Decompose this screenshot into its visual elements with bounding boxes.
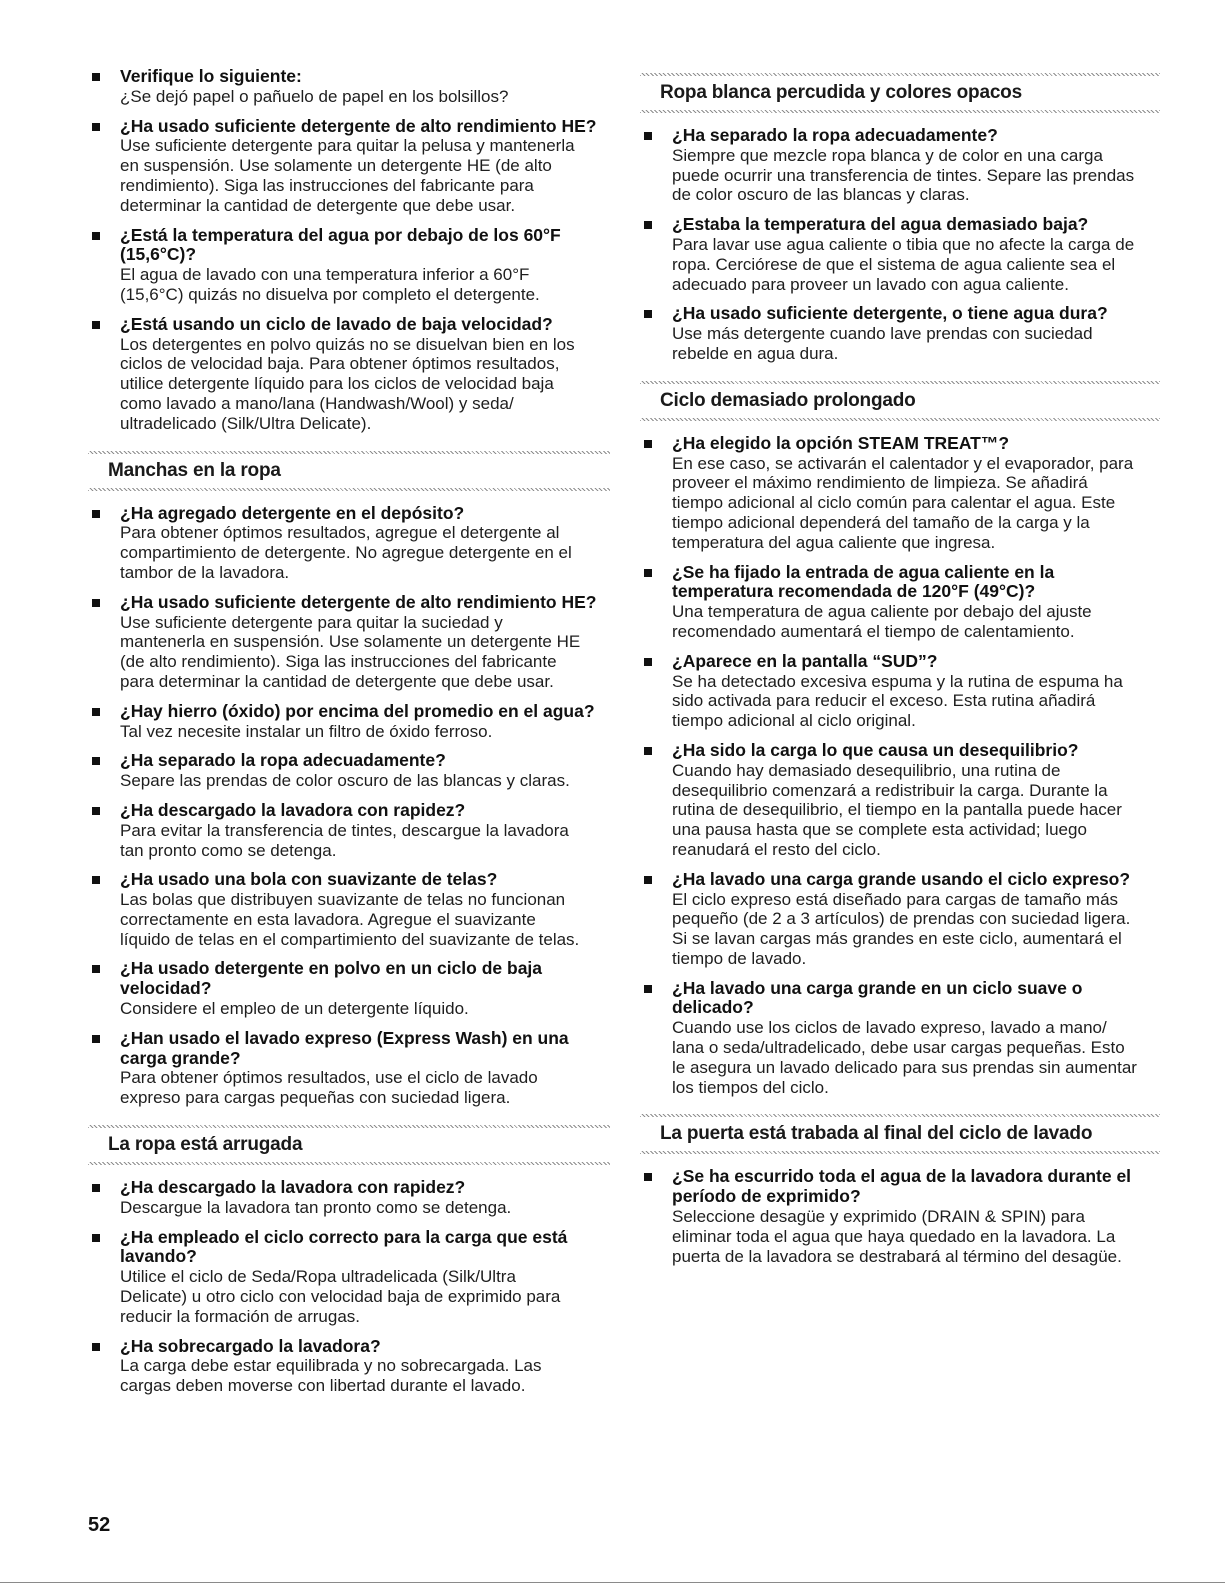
answer-text xyxy=(672,1018,1160,1097)
troubleshooting-item xyxy=(88,1228,610,1327)
answer-text xyxy=(120,1356,610,1396)
section-title: La ropa está arrugada xyxy=(108,1134,303,1156)
answer-line: La carga debe estar equilibrada y no sobrecargada. Las xyxy=(120,1356,542,1376)
square-bullet-icon xyxy=(92,708,100,716)
question-heading xyxy=(120,593,610,613)
answer-line: reducir la formación de arrugas. xyxy=(120,1306,361,1326)
answer-line: mantenerla en suspensión. Use solamente un detergente HE xyxy=(120,632,581,652)
question-heading xyxy=(120,702,610,722)
answer-line: Se ha detectado excesiva espuma y la rutina de espuma ha xyxy=(672,671,1123,691)
answer-line: Las bolas que distribuyen suavizante de telas no funcionan xyxy=(120,890,566,910)
answer-line: compartimiento de detergente. No agregue detergente en el xyxy=(120,543,572,563)
answer-line: en suspensión. Use solamente un detergente HE (de alto xyxy=(120,156,552,176)
answer-text xyxy=(120,890,610,949)
answer-text xyxy=(120,136,610,215)
section-header xyxy=(640,73,1160,113)
question-line: ¿Aparece en la pantalla “SUD”? xyxy=(672,650,938,671)
answer-text xyxy=(672,454,1160,553)
answer-line: lana o seda/ultradelicado, debe usar cargas pequeñas. Esto xyxy=(672,1038,1125,1058)
answer-line: Cuando hay demasiado desequilibrio, una rutina de xyxy=(672,760,1061,780)
hatched-rule xyxy=(640,1114,1160,1117)
answer-line: (de alto rendimiento). Siga las instrucciones del fabricante xyxy=(120,652,557,672)
answer-line: correctamente en esta lavadora. Agregue el suavizante xyxy=(120,909,536,929)
section-header xyxy=(88,1125,610,1165)
answer-line: tan pronto como se detenga. xyxy=(120,840,337,860)
answer-line: utilice detergente líquido para los ciclos de velocidad baja xyxy=(120,374,554,394)
square-bullet-icon xyxy=(92,1035,100,1043)
answer-line: una pausa hasta que se complete esta actividad; luego xyxy=(672,820,1087,840)
square-bullet-icon xyxy=(92,1184,100,1192)
troubleshooting-item xyxy=(88,1178,610,1218)
question-line: ¿Estaba la temperatura del agua demasiado baja? xyxy=(672,214,1089,235)
answer-text xyxy=(672,146,1160,205)
section-title: Manchas en la ropa xyxy=(108,459,281,481)
question-heading xyxy=(672,215,1160,235)
troubleshooting-item xyxy=(640,434,1160,553)
troubleshooting-item xyxy=(640,304,1160,363)
answer-line: determinar la cantidad de detergente que debe usar. xyxy=(120,195,516,215)
answer-line: En ese caso, se activarán el calentador y el evaporador, para xyxy=(672,453,1134,473)
answer-text xyxy=(672,672,1160,731)
answer-line: desequilibrio comenzará a redistribuir la carga. Durante la xyxy=(672,780,1108,800)
question-heading xyxy=(672,870,1160,890)
question-line: lavando? xyxy=(120,1246,197,1267)
square-bullet-icon xyxy=(92,807,100,815)
answer-text xyxy=(120,87,610,107)
hatched-rule xyxy=(88,1162,610,1165)
hatched-rule xyxy=(640,73,1160,76)
answer-line: Para obtener óptimos resultados, use el ciclo de lavado xyxy=(120,1068,538,1088)
square-bullet-icon xyxy=(644,1173,652,1181)
troubleshooting-item xyxy=(88,504,610,583)
square-bullet-icon xyxy=(92,232,100,240)
question-heading xyxy=(672,979,1160,1019)
answer-text xyxy=(672,235,1160,294)
troubleshooting-item xyxy=(640,741,1160,860)
question-line: ¿Hay hierro (óxido) por encima del promedio en el agua? xyxy=(120,700,595,721)
answer-line: Tal vez necesite instalar un filtro de óxido ferroso. xyxy=(120,721,493,741)
answer-text xyxy=(672,890,1160,969)
question-line: delicado? xyxy=(672,997,754,1018)
page-number: 52 xyxy=(88,1514,111,1536)
square-bullet-icon xyxy=(644,658,652,666)
answer-line: para determinar la cantidad de detergente que debe usar. xyxy=(120,671,554,691)
section-header xyxy=(640,381,1160,421)
question-heading xyxy=(120,67,610,87)
question-line: temperatura recomendada de 120°F (49°C)? xyxy=(672,581,1036,602)
question-line: ¿Ha lavado una carga grande usando el ciclo expreso? xyxy=(672,868,1131,889)
question-line: ¿Han usado el lavado expreso (Express Wash) en una xyxy=(120,1027,569,1048)
answer-line: Cuando use los ciclos de lavado expreso, lavado a mano/ xyxy=(672,1018,1107,1038)
answer-line: adecuado para proveer un lavado con agua caliente. xyxy=(672,274,1069,294)
question-heading xyxy=(120,870,610,890)
question-line: ¿Ha elegido la opción STEAM TREAT™? xyxy=(672,432,1010,453)
answer-line: Para evitar la transferencia de tintes, descargue la lavadora xyxy=(120,820,569,840)
answer-text xyxy=(120,523,610,582)
question-line: ¿Ha separado la ropa adecuadamente? xyxy=(120,750,446,771)
troubleshooting-item xyxy=(88,315,610,434)
question-line: ¿Ha usado suficiente detergente de alto rendimiento HE? xyxy=(120,115,597,136)
answer-line: los tiempos del ciclo. xyxy=(672,1077,829,1097)
question-heading xyxy=(120,315,610,335)
question-line: ¿Ha usado una bola con suavizante de telas? xyxy=(120,869,498,890)
answer-text xyxy=(120,722,610,742)
hatched-rule xyxy=(640,418,1160,421)
question-line: ¿Ha usado suficiente detergente de alto rendimiento HE? xyxy=(120,591,597,612)
question-heading xyxy=(120,1228,610,1268)
answer-line: ultradelicado (Silk/Ultra Delicate). xyxy=(120,413,372,433)
answer-line: cargas deben moverse con libertad durante el lavado. xyxy=(120,1376,526,1396)
answer-text xyxy=(120,999,610,1019)
question-heading xyxy=(672,1167,1160,1207)
answer-line: rebelde en agua dura. xyxy=(672,343,839,363)
answer-text xyxy=(672,761,1160,860)
section-title: La puerta está trabada al final del ciclo de lavado xyxy=(660,1123,1093,1145)
square-bullet-icon xyxy=(92,1343,100,1351)
square-bullet-icon xyxy=(644,876,652,884)
left-column xyxy=(88,67,610,1406)
troubleshooting-item xyxy=(88,870,610,949)
answer-line: tiempo de lavado. xyxy=(672,948,807,968)
answer-line: Siempre que mezcle ropa blanca y de color en una carga xyxy=(672,145,1103,165)
square-bullet-icon xyxy=(92,123,100,131)
answer-line: como lavado a mano/lana (Handwash/Wool) y seda/ xyxy=(120,393,514,413)
answer-text xyxy=(120,1068,610,1108)
question-line: ¿Está usando un ciclo de lavado de baja velocidad? xyxy=(120,313,553,334)
question-line: ¿Ha lavado una carga grande en un ciclo suave o xyxy=(672,977,1083,998)
answer-line: El ciclo expreso está diseñado para cargas de tamaño más xyxy=(672,889,1119,909)
answer-line: Separe las prendas de color oscuro de las blancas y claras. xyxy=(120,771,570,791)
answer-line: ¿Se dejó papel o pañuelo de papel en los bolsillos? xyxy=(120,86,509,106)
answer-line: rutina de desequilibrio, el tiempo en la pantalla puede hacer xyxy=(672,800,1122,820)
answer-line: le asegura un lavado delicado para sus prendas sin aumentar xyxy=(672,1057,1137,1077)
answer-line: Use suficiente detergente para quitar la suciedad y xyxy=(120,612,503,632)
answer-line: Utilice el ciclo de Seda/Ropa ultradelicada (Silk/Ultra xyxy=(120,1267,516,1287)
answer-text xyxy=(120,821,610,861)
answer-line: sido activada para reducir el exceso. Esta rutina añadirá xyxy=(672,691,1096,711)
square-bullet-icon xyxy=(644,221,652,229)
hatched-rule xyxy=(88,1125,610,1128)
answer-line: ropa. Cerciórese de que el sistema de agua caliente sea el xyxy=(672,254,1116,274)
question-heading xyxy=(120,959,610,999)
question-line: Verifique lo siguiente: xyxy=(120,66,302,86)
question-line: ¿Ha usado suficiente detergente, o tiene agua dura? xyxy=(672,303,1108,324)
question-heading xyxy=(672,304,1160,324)
answer-text xyxy=(672,324,1160,364)
troubleshooting-item xyxy=(640,1167,1160,1266)
square-bullet-icon xyxy=(92,1234,100,1242)
square-bullet-icon xyxy=(92,757,100,765)
question-heading xyxy=(672,563,1160,603)
answer-line: tiempo adicional dependerá del tamaño de la carga y la xyxy=(672,512,1090,532)
answer-text xyxy=(120,265,610,305)
answer-line: líquido de telas en el compartimiento del suavizante de telas. xyxy=(120,929,580,949)
answer-line: eliminar toda el agua que haya quedado en la lavadora. La xyxy=(672,1226,1116,1246)
question-line: ¿Se ha escurrido toda el agua de la lavadora durante el xyxy=(672,1166,1132,1187)
hatched-rule xyxy=(640,1151,1160,1154)
question-line: ¿Ha descargado la lavadora con rapidez? xyxy=(120,1177,466,1198)
answer-line: expreso para cargas pequeñas con suciedad ligera. xyxy=(120,1088,511,1108)
answer-text xyxy=(120,613,610,692)
answer-line: tiempo adicional al ciclo original. xyxy=(672,711,916,731)
page-edge-line xyxy=(0,1582,1225,1583)
question-line: (15,6°C)? xyxy=(120,244,197,265)
answer-line: proveer el máximo rendimiento de limpieza. Se añadirá xyxy=(672,473,1088,493)
question-heading xyxy=(672,652,1160,672)
question-heading xyxy=(120,117,610,137)
question-line: ¿Ha empleado el ciclo correcto para la carga que está xyxy=(120,1226,568,1247)
square-bullet-icon xyxy=(644,747,652,755)
answer-line: Si se lavan cargas más grandes en este ciclo, aumentará el xyxy=(672,929,1122,949)
question-line: ¿Ha agregado detergente en el depósito? xyxy=(120,502,465,523)
square-bullet-icon xyxy=(644,440,652,448)
question-line: ¿Ha sido la carga lo que causa un desequilibrio? xyxy=(672,739,1079,760)
question-line: ¿Ha separado la ropa adecuadamente? xyxy=(672,125,998,145)
answer-line: recomendado aumentará el tiempo de calentamiento. xyxy=(672,621,1075,641)
square-bullet-icon xyxy=(92,73,100,81)
troubleshooting-section xyxy=(640,1107,1160,1276)
question-line: ¿Ha sobrecargado la lavadora? xyxy=(120,1335,381,1356)
question-heading xyxy=(120,801,610,821)
answer-line: pequeño (de 2 a 3 artículos) de prendas con suciedad ligera. xyxy=(672,909,1131,929)
hatched-rule xyxy=(640,381,1160,384)
troubleshooting-item xyxy=(640,126,1160,205)
troubleshooting-item xyxy=(88,751,610,791)
square-bullet-icon xyxy=(92,510,100,518)
section-header xyxy=(640,1114,1160,1154)
answer-line: Delicate) u otro ciclo con velocidad baja de exprimido para xyxy=(120,1287,561,1307)
question-line: período de exprimido? xyxy=(672,1186,861,1207)
square-bullet-icon xyxy=(92,599,100,607)
hatched-rule xyxy=(88,451,610,454)
answer-line: ciclos de velocidad baja. Para obtener óptimos resultados, xyxy=(120,354,560,374)
section-title: Ropa blanca percudida y colores opacos xyxy=(660,82,1022,103)
square-bullet-icon xyxy=(92,321,100,329)
answer-line: Considere el empleo de un detergente líquido. xyxy=(120,999,469,1019)
question-heading xyxy=(120,1337,610,1357)
square-bullet-icon xyxy=(644,310,652,318)
answer-line: temperatura del agua caliente que ingresa. xyxy=(672,532,996,552)
answer-line: puede ocurrir una transferencia de tintes. Separe las prendas xyxy=(672,165,1135,185)
answer-line: tambor de la lavadora. xyxy=(120,562,290,582)
question-heading xyxy=(672,434,1160,454)
hatched-rule xyxy=(640,110,1160,113)
answer-line: Use más detergente cuando lave prendas con suciedad xyxy=(672,324,1093,344)
troubleshooting-item xyxy=(640,979,1160,1098)
question-line: velocidad? xyxy=(120,978,212,999)
answer-text xyxy=(672,1207,1160,1266)
question-line: ¿Ha usado detergente en polvo en un ciclo de baja xyxy=(120,958,543,979)
answer-line: rendimiento). Siga las instrucciones del fabricante para xyxy=(120,175,534,195)
answer-line: puerta de la lavadora se destrabará al término del desagüe. xyxy=(672,1246,1122,1266)
question-heading xyxy=(672,126,1160,146)
troubleshooting-item xyxy=(88,117,610,216)
right-column xyxy=(640,73,1160,1276)
troubleshooting-section xyxy=(88,444,610,1119)
question-heading xyxy=(120,226,610,266)
troubleshooting-section xyxy=(640,73,1160,374)
question-heading xyxy=(120,1178,610,1198)
troubleshooting-item xyxy=(640,652,1160,731)
troubleshooting-section xyxy=(88,1118,610,1406)
troubleshooting-item xyxy=(88,959,610,1018)
answer-line: reanudará el resto del ciclo. xyxy=(672,839,881,859)
answer-line: Para obtener óptimos resultados, agregue el detergente al xyxy=(120,523,560,543)
question-line: ¿Ha descargado la lavadora con rapidez? xyxy=(120,799,466,820)
answer-line: tiempo adicional al ciclo común para calentar el agua. Este xyxy=(672,493,1116,513)
answer-line: Una temperatura de agua caliente por debajo del ajuste xyxy=(672,602,1092,622)
square-bullet-icon xyxy=(644,132,652,140)
answer-line: Seleccione desagüe y exprimido (DRAIN & SPIN) para xyxy=(672,1207,1085,1227)
section-title: Ciclo demasiado prolongado xyxy=(660,389,916,411)
square-bullet-icon xyxy=(92,876,100,884)
question-line: carga grande? xyxy=(120,1047,241,1068)
troubleshooting-item xyxy=(88,1337,610,1396)
troubleshooting-item xyxy=(88,593,610,692)
answer-text xyxy=(120,335,610,434)
question-line: ¿Se ha fijado la entrada de agua caliente en la xyxy=(672,561,1055,582)
troubleshooting-item xyxy=(88,67,610,107)
answer-line: Para lavar use agua caliente o tibia que no afecte la carga de xyxy=(672,234,1135,254)
answer-line: Los detergentes en polvo quizás no se disuelvan bien en los xyxy=(120,334,575,354)
troubleshooting-item xyxy=(88,226,610,305)
square-bullet-icon xyxy=(92,965,100,973)
troubleshooting-section xyxy=(88,67,610,444)
troubleshooting-item xyxy=(88,801,610,860)
troubleshooting-item xyxy=(640,870,1160,969)
answer-line: Descargue la lavadora tan pronto como se detenga. xyxy=(120,1197,512,1217)
section-header xyxy=(88,451,610,491)
question-heading xyxy=(120,751,610,771)
troubleshooting-item xyxy=(88,1029,610,1108)
square-bullet-icon xyxy=(644,569,652,577)
troubleshooting-item xyxy=(640,563,1160,642)
answer-line: de color oscuro de las blancas y claras. xyxy=(672,185,970,205)
question-heading xyxy=(120,1029,610,1069)
answer-text xyxy=(120,1198,610,1218)
troubleshooting-item xyxy=(640,215,1160,294)
answer-line: Use suficiente detergente para quitar la pelusa y mantenerla xyxy=(120,136,575,156)
troubleshooting-section xyxy=(640,374,1160,1108)
answer-text xyxy=(672,602,1160,642)
answer-line: El agua de lavado con una temperatura inferior a 60°F xyxy=(120,265,530,285)
troubleshooting-item xyxy=(88,702,610,742)
question-line: ¿Está la temperatura del agua por debajo de los 60°F xyxy=(120,224,561,245)
question-heading xyxy=(672,741,1160,761)
square-bullet-icon xyxy=(644,985,652,993)
answer-line: (15,6°C) quizás no disuelva por completo el detergente. xyxy=(120,284,540,304)
question-heading xyxy=(120,504,610,524)
answer-text xyxy=(120,1267,610,1326)
hatched-rule xyxy=(88,488,610,491)
answer-text xyxy=(120,771,610,791)
